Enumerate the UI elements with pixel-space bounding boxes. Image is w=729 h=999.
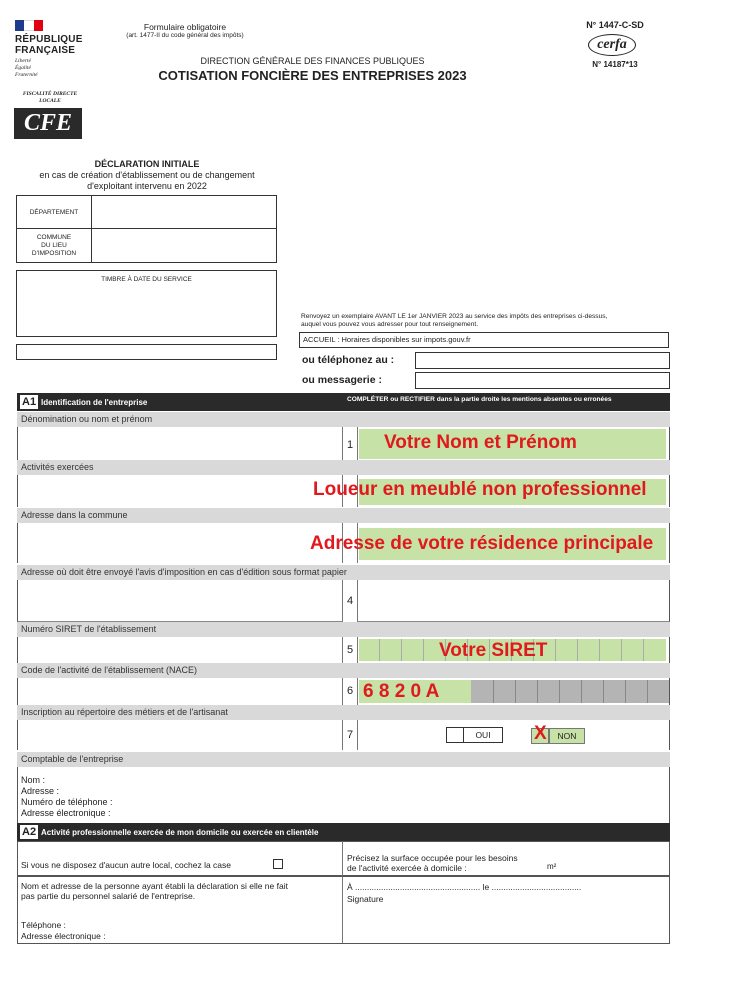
- siret-label: Numéro SIRET de l'établissement: [17, 622, 670, 637]
- renvoyez-note: Renvoyez un exemplaire AVANT LE 1er JANVIER 2023 au service des impôts des entreprises ci-dessus, auquel vous pouvez vous adresser pour tout renseignement.: [301, 313, 608, 328]
- oui-checkbox[interactable]: [446, 727, 464, 743]
- metiers-label: Inscription au répertoire des métiers et de l'artisanat: [17, 705, 670, 720]
- oui-option[interactable]: [463, 727, 503, 743]
- telephone-input[interactable]: [415, 352, 670, 369]
- section-a2-title: Activité professionnelle exercée de mon domicile ou exercée en clientèle: [41, 828, 319, 837]
- adresse-label: Adresse dans la commune: [17, 508, 670, 523]
- oui-label: OUI: [475, 730, 491, 740]
- cfe-logo: CFE: [14, 108, 82, 139]
- accueil-box: [299, 332, 669, 348]
- nace-grey-cells: [471, 680, 669, 703]
- flag-icon: [15, 20, 43, 31]
- nace-value: 6 8 2 0 A: [363, 681, 440, 702]
- comptable-adresse: Adresse :: [21, 786, 60, 796]
- comptable-nom: Nom :: [21, 775, 46, 785]
- messagerie-label: ou messagerie :: [302, 374, 382, 386]
- avis-label: Adresse où doit être envoyé l'avis d'imposition en cas d'édition sous format papier: [17, 565, 670, 580]
- metiers-num: 7: [342, 720, 358, 750]
- personne-telephone: Téléphone :: [21, 920, 66, 930]
- section-a2-header: [17, 823, 670, 841]
- timbre-box: [16, 270, 277, 337]
- republic-line1: RÉPUBLIQUE: [15, 34, 83, 45]
- surface-label: Précisez la surface occupée pour les besoins de l'activité exercée à domicile :: [347, 853, 518, 873]
- denomination-num: 1: [342, 427, 358, 463]
- fiscalite-label: FISCALITÉ DIRECTE LOCALE: [22, 91, 78, 104]
- form-number: N° 1447-C-SD: [586, 20, 644, 30]
- section-a1-instruction: COMPLÉTER ou RECTIFIER dans la partie droite les mentions absentes ou erronées: [347, 396, 612, 403]
- non-label: NON: [557, 731, 577, 741]
- personne-email: Adresse électronique :: [21, 930, 106, 941]
- siret-value: Votre SIRET: [439, 640, 548, 661]
- republique-logo: [15, 20, 90, 82]
- surface-unit: m²: [547, 862, 557, 871]
- section-a1-title: Identification de l'entreprise: [41, 398, 148, 407]
- page-title: COTISATION FONCIÈRE DES ENTREPRISES 2023: [158, 68, 467, 83]
- surface-input[interactable]: [500, 861, 544, 873]
- messagerie-input[interactable]: [415, 372, 670, 389]
- cerfa-number: N° 14187*13: [592, 60, 638, 69]
- activites-label: Activités exercées: [17, 460, 670, 475]
- nace-num: 6: [342, 678, 358, 705]
- departement-label: DÉPARTEMENT: [29, 209, 79, 216]
- service-address-box[interactable]: [16, 344, 277, 360]
- departement-input[interactable]: [91, 196, 276, 228]
- denomination-label: Dénomination ou nom et prénom: [17, 412, 670, 427]
- comptable-row: [17, 767, 670, 823]
- autre-local-checkbox[interactable]: [273, 859, 283, 869]
- accueil-text: ACCUEIL : Horaires disponibles sur impots.gouv.fr: [303, 335, 471, 344]
- section-a2-badge: A2: [22, 826, 37, 838]
- commune-label: COMMUNE DU LIEU D'IMPOSITION: [31, 234, 77, 257]
- comptable-label: Comptable de l'entreprise: [17, 752, 670, 767]
- siret-num: 5: [342, 637, 358, 663]
- timbre-label: TIMBRE À DATE DU SERVICE: [101, 276, 192, 283]
- telephone-label: ou téléphonez au :: [302, 354, 395, 366]
- personne-text: Nom et adresse de la personne ayant établi la déclaration si elle ne fait pas partie du personnel salarié de l'entreprise.: [21, 881, 288, 901]
- autre-local-text: Si vous ne disposez d'aucun autre local, cochez la case: [21, 860, 231, 870]
- section-a1-header: [17, 393, 670, 411]
- lieu-date-field[interactable]: À ..................................................... le ......................................: [347, 882, 582, 892]
- motto-2: Égalité: [15, 65, 31, 71]
- cerfa-logo: cerfa: [588, 34, 636, 56]
- non-option[interactable]: [549, 728, 585, 744]
- comptable-fields: [21, 775, 113, 819]
- comptable-tel: Numéro de téléphone :: [21, 797, 113, 807]
- activites-value: Loueur en meublé non professionnel: [313, 479, 647, 500]
- direction-title: DIRECTION GÉNÉRALE DES FINANCES PUBLIQUES: [200, 56, 425, 66]
- avis-input[interactable]: [359, 581, 669, 621]
- form-note: Formulaire obligatoire (art. 1477-II du code général des impôts): [126, 22, 244, 39]
- adresse-value: Adresse de votre résidence principale: [310, 533, 654, 554]
- non-mark: X: [534, 723, 547, 744]
- signature-label: Signature: [347, 894, 384, 904]
- comptable-email: Adresse électronique :: [21, 808, 111, 818]
- signature-area[interactable]: [347, 906, 665, 940]
- avis-num: 4: [342, 580, 358, 622]
- personne-contact: [21, 920, 106, 941]
- nace-label: Code de l'activité de l'établissement (NACE): [17, 663, 670, 678]
- a2-row1: [17, 841, 670, 876]
- declaration-title: DÉCLARATION INITIALE en cas de création d'établissement ou de changement d'exploitant intervenu en 2022: [39, 159, 255, 191]
- section-a1-badge: A1: [22, 396, 37, 408]
- republic-line2: FRANÇAISE: [15, 45, 76, 56]
- motto-3: Fraternité: [15, 72, 38, 78]
- commune-input[interactable]: [91, 229, 276, 262]
- denomination-value: Votre Nom et Prénom: [384, 432, 577, 453]
- motto-1: Liberté: [15, 58, 31, 64]
